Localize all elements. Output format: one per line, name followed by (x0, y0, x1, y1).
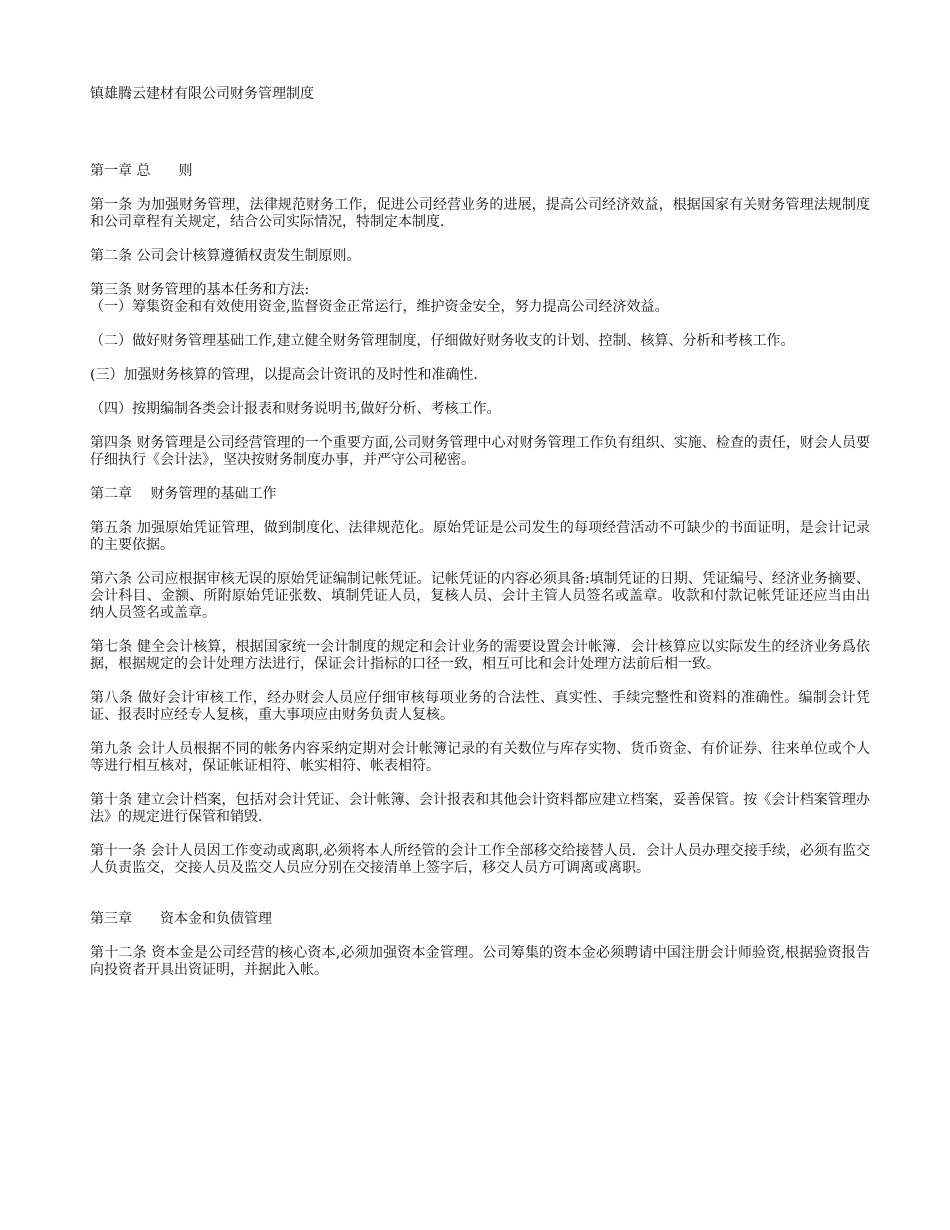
article-1: 第一条 为加强财务管理，法律规范财务工作，促进公司经营业务的进展，提高公司经济效益，根据国家有关财务管理法规制度和公司章程有关规定，结合公司实际情况，特制定本制度． (90, 197, 870, 230)
document-page (90, 86, 870, 996)
article-9: 第九条 会计人员根据不同的帐务内容采纳定期对会计帐簿记录的有关数位与库存实物、货币资金、有价证券、往来单位或个人等进行相互核对，保证帐证相符、帐实相符、帐表相符。 (90, 741, 870, 774)
article-3-item-3: (三）加强财务核算的管理，以提高会计资讯的及时性和准确性． (90, 367, 488, 383)
article-8: 第八条 做好会计审核工作，经办财会人员应仔细审核每项业务的合法性、真实性、手续完整性和资料的准确性。编制会计凭证、报表时应经专人复核，重大事项应由财务负责人复核。 (90, 690, 870, 723)
article-3-item-1: （一）筹集资金和有效使用资金,监督资金正常运行，维护资金安全，努力提高公司经济效益。 (90, 299, 669, 315)
article-2: 第二条 公司会计核算遵循权责发生制原则。 (90, 248, 361, 264)
document-title: 镇雄腾云建材有限公司财务管理制度 (90, 86, 314, 102)
article-4: 第四条 财务管理是公司经营管理的一个重要方面,公司财务管理中心对财务管理工作负有组织、实施、检查的责任，财会人员要仔细执行《会计法》，坚决按财务制度办事，并严守公司秘密。 (90, 435, 870, 468)
article-3-item-2: （二）做好财务管理基础工作,建立健全财务管理制度，仔细做好财务收支的计划、控制、核算、分析和考核工作。 (90, 333, 795, 349)
article-3: 第三条 财务管理的基本任务和方法: (90, 282, 310, 298)
chapter-1-heading: 第一章 总 则 (90, 163, 193, 179)
article-5: 第五条 加强原始凭证管理，做到制度化、法律规范化。原始凭证是公司发生的每项经营活动不可缺少的书面证明，是会计记录的主要依据。 (90, 520, 870, 553)
article-7: 第七条 健全会计核算，根据国家统一会计制度的规定和会计业务的需要设置会计帐簿．会计核算应以实际发生的经济业务爲依据，根据规定的会计处理方法进行，保证会计指标的口径一致，相互可比和会计处理方法前后相一致。 (90, 639, 870, 672)
article-11: 第十一条 会计人员因工作变动或离职,必须将本人所经管的会计工作全部移交给接替人员．会计人员办理交接手续，必须有监交人负责监交，交接人员及监交人员应分别在交接清单上签字后，移交人员方可调离或离职。 (90, 843, 870, 876)
article-12: 第十二条 资本金是公司经营的核心资本,必须加强资本金管理。公司筹集的资本金必须聘请中国注册会计师验资,根据验资报告向投资者开具出资证明，并据此入帐。 (90, 945, 870, 978)
chapter-2-heading: 第二章 财务管理的基础工作 (90, 486, 277, 502)
article-3-item-4: （四）按期编制各类会计报表和财务说明书,做好分析、考核工作。 (90, 401, 501, 417)
article-10: 第十条 建立会计档案，包括对会计凭证、会计帐簿、会计报表和其他会计资料都应建立档案，妥善保管。按《会计档案管理办法》的规定进行保管和销毁． (90, 792, 870, 825)
article-6: 第六条 公司应根据审核无误的原始凭证编制记帐凭证。记帐凭证的内容必须具备:填制凭证的日期、凭证编号、经济业务摘要、会计科目、金额、所附原始凭证张数、填制凭证人员，复核人员、会计主管人员签名或盖章。收款和付款记帐凭证还应当由出纳人员签名或盖章。 (90, 571, 870, 621)
chapter-3-heading: 第三章 资本金和负债管理 (90, 911, 272, 927)
